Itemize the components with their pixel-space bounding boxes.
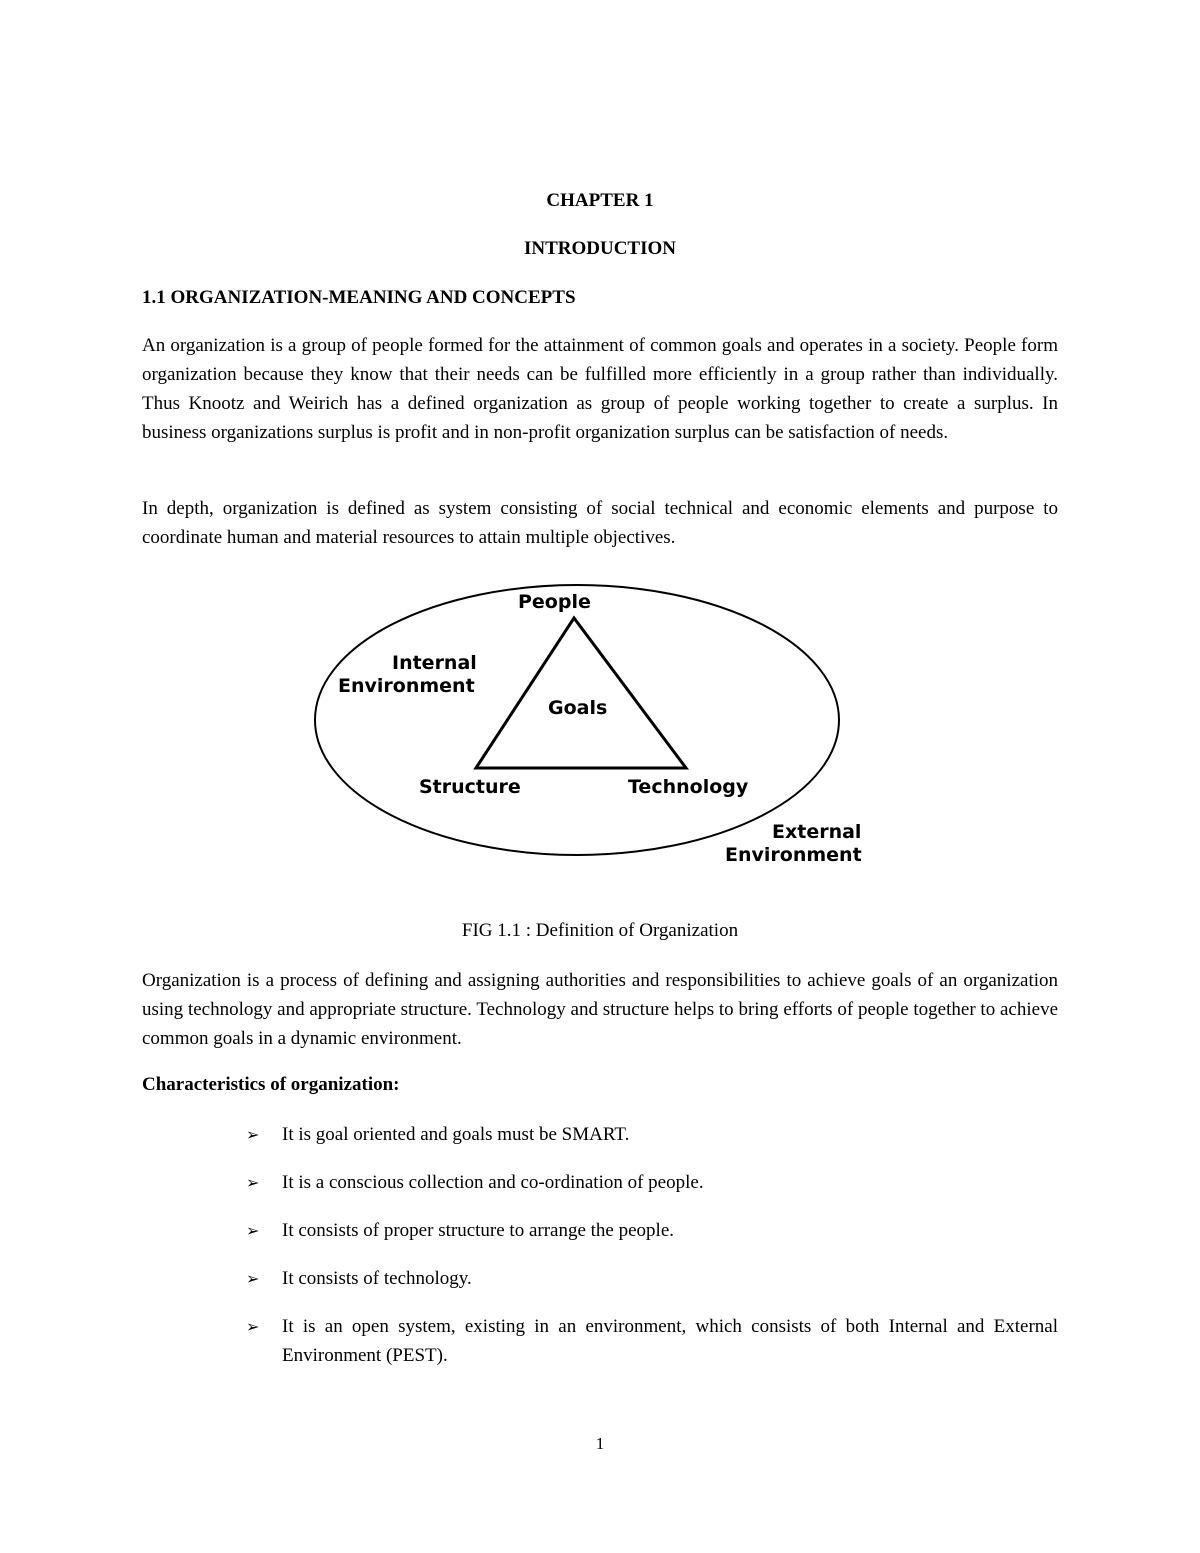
list-item: [246, 1168, 1058, 1197]
paragraph-process: Organization is a process of defining and assigning authorities and responsibilities to achieve goals of an organization using technology and appropriate structure. Technology and structure helps to bring efforts of people together to achieve common goals in a dynamic environment.: [142, 970, 1058, 1049]
chapter-label: CHAPTER 1: [546, 190, 654, 211]
list-item-text: It is a conscious collection and co-ordination of people.: [282, 1172, 704, 1193]
arrow-bullet-icon: ➢: [246, 1221, 260, 1240]
figure-caption: FIG 1.1 : Definition of Organization: [461, 920, 739, 941]
environment-ellipse: [315, 585, 839, 855]
label-internal: Internal: [392, 652, 477, 674]
paragraph-in-depth: In depth, organization is defined as system consisting of social technical and economic elements and purpose to coordinate human and material resources to attain multiple objectives.: [142, 498, 1058, 548]
list-item-text: It is an open system, existing in an environment, which consists of both Internal and External Environment (PEST).: [282, 1316, 1058, 1366]
label-external: External: [772, 821, 862, 843]
paragraph-definition: An organization is a group of people formed for the attainment of common goals and operates in a society. People form organization because they know that their needs can be fulfilled more efficiently in a group rather than individually. Thus Knootz and Weirich has a defined organization as group of people working together to create a surplus. In business organizations surplus is profit and in non-profit organization surplus can be satisfaction of needs.: [142, 335, 1058, 443]
list-item: [246, 1312, 1058, 1370]
list-item: [246, 1120, 1058, 1149]
arrow-bullet-icon: ➢: [246, 1317, 260, 1336]
arrow-bullet-icon: ➢: [246, 1125, 260, 1144]
arrow-bullet-icon: ➢: [246, 1173, 260, 1192]
label-external-environment: Environment: [725, 844, 862, 866]
list-item: [246, 1216, 1058, 1245]
arrow-bullet-icon: ➢: [246, 1269, 260, 1288]
label-internal-environment: Environment: [338, 675, 475, 697]
page-number: 1: [595, 1434, 605, 1453]
characteristics-heading: Characteristics of organization:: [142, 1074, 400, 1095]
label-goals: Goals: [548, 697, 608, 719]
list-item: [246, 1264, 1058, 1293]
list-item-text: It is goal oriented and goals must be SMART.: [282, 1124, 630, 1145]
label-people: People: [518, 591, 591, 613]
list-item-text: It consists of technology.: [282, 1268, 472, 1289]
section-heading: 1.1 ORGANIZATION-MEANING AND CONCEPTS: [142, 287, 576, 308]
organization-diagram: [300, 580, 900, 870]
label-technology: Technology: [628, 776, 749, 798]
organization-triangle: [476, 618, 686, 768]
label-structure: Structure: [419, 776, 521, 798]
list-item-text: It consists of proper structure to arrange the people.: [282, 1220, 675, 1241]
chapter-title: INTRODUCTION: [523, 238, 677, 259]
